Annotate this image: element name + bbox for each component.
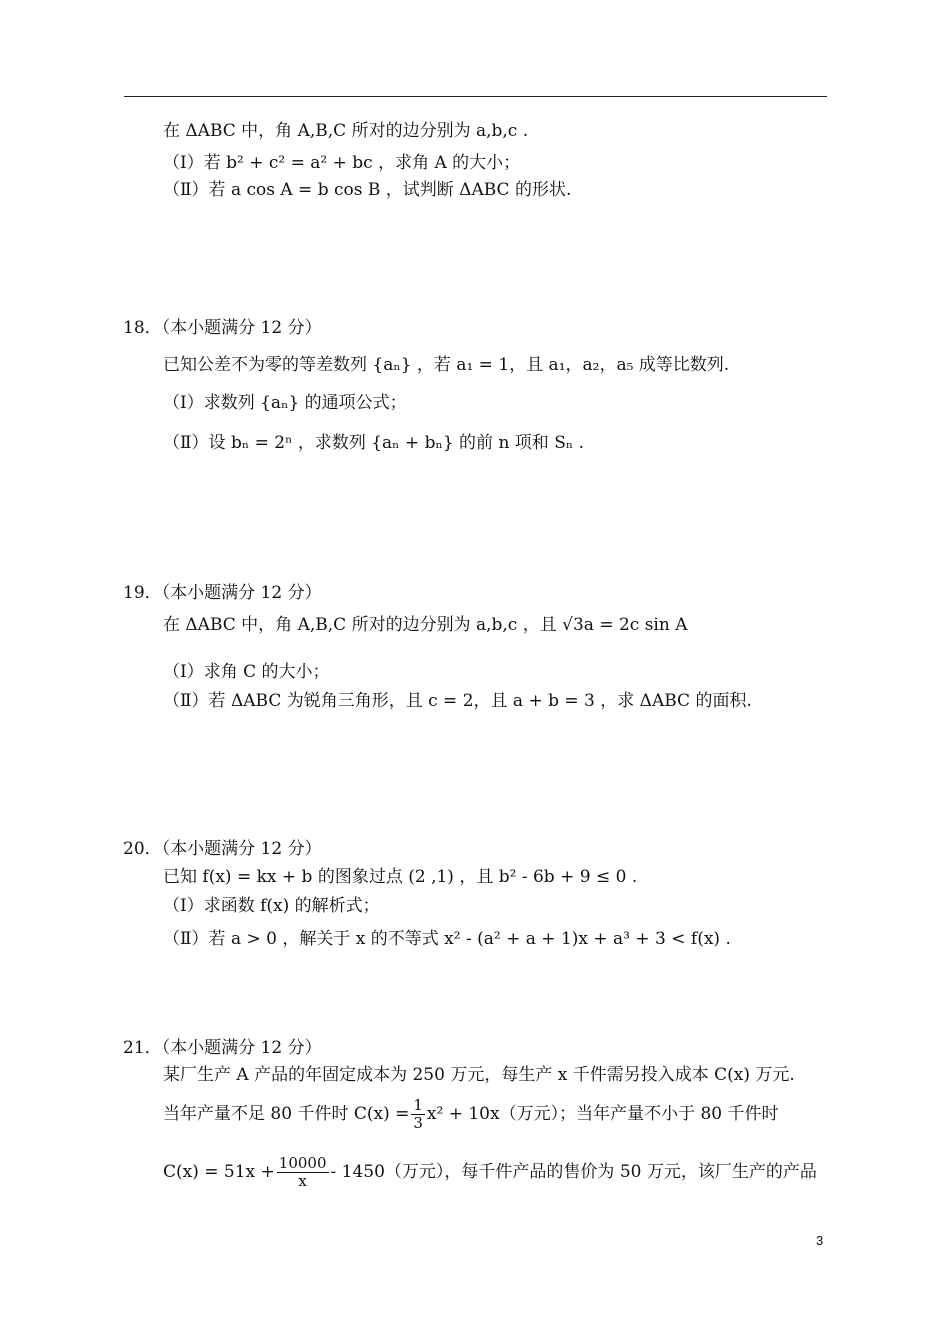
p18-part1: （Ⅰ）求数列 {aₙ} 的通项公式； [163, 393, 407, 413]
p21-line2-pre: 当年产量不足 80 千件时 C(x) = [163, 1104, 410, 1124]
p21-frac1-denominator: 3 [413, 1114, 423, 1132]
p18-heading [123, 317, 322, 339]
p20-part2: （Ⅱ）若 a > 0 ，解关于 x 的不等式 x² - (a² + a + 1)x + a³ + 3 < f(x) . [163, 929, 731, 949]
p17-part1: （Ⅰ）若 b² + c² = a² + bc ，求角 A 的大小； [163, 153, 521, 173]
p20-intro: 已知 f(x) = kx + b 的图象过点 (2 ,1) ，且 b² - 6b + 9 ≤ 0 . [163, 867, 638, 887]
p18-intro: 已知公差不为零的等差数列 {aₙ} ，若 a₁ = 1，且 a₁，a₂，a₅ 成等比数列. [163, 355, 730, 375]
p19-part2: （Ⅱ）若 ΔABC 为锐角三角形，且 c = 2，且 a + b = 3 ，求 ΔABC 的面积. [163, 691, 752, 711]
p18-number: 18． [123, 318, 162, 338]
p20-number: 20． [123, 839, 162, 859]
p21-line1: 某厂生产 A 产品的年固定成本为 250 万元，每生产 x 千件需另投入成本 C(x) 万元. [163, 1065, 795, 1085]
p21-header: （本小题满分 12 分） [161, 1038, 322, 1058]
p19-intro: 在 ΔABC 中，角 A,B,C 所对的边分别为 a,b,c ，且 √3a = 2c sin A [163, 615, 688, 635]
p21-line3-pre: C(x) = 51x + [163, 1162, 275, 1182]
p21-frac1-numerator: 1 [413, 1096, 423, 1114]
p20-header: （本小题满分 12 分） [161, 839, 322, 859]
p19-part1: （Ⅰ）求角 C 的大小； [163, 662, 330, 682]
p18-header: （本小题满分 12 分） [161, 318, 322, 338]
header-rule [124, 96, 827, 97]
p21-heading [123, 1037, 322, 1059]
p17-part2: （Ⅱ）若 a cos A = b cos B ，试判断 ΔABC 的形状. [163, 180, 572, 200]
p21-frac2-denominator: x [298, 1172, 307, 1190]
p18-part2: （Ⅱ）设 bₙ = 2ⁿ ，求数列 {aₙ + bₙ} 的前 n 项和 Sₙ . [163, 433, 585, 453]
p21-line3 [163, 1152, 817, 1192]
p19-number: 19． [123, 583, 162, 603]
p21-line2 [163, 1096, 779, 1132]
p19-header: （本小题满分 12 分） [161, 583, 322, 603]
p21-number: 21． [123, 1038, 162, 1058]
p17-intro: 在 ΔABC 中，角 A,B,C 所对的边分别为 a,b,c . [163, 121, 529, 141]
p21-fraction-one-third [411, 1097, 425, 1132]
p21-line3-post: - 1450（万元），每千件产品的售价为 50 万元，该厂生产的产品 [330, 1162, 817, 1182]
p21-line2-post: x² + 10x（万元）；当年产量不小于 80 千件时 [426, 1104, 779, 1124]
p21-fraction-10000-over-x [277, 1155, 329, 1190]
p21-frac2-numerator: 10000 [278, 1154, 327, 1172]
p20-part1: （Ⅰ）求函数 f(x) 的解析式； [163, 896, 380, 916]
page-number: 3 [816, 1233, 824, 1248]
p19-heading [123, 582, 322, 604]
p20-heading [123, 838, 322, 860]
